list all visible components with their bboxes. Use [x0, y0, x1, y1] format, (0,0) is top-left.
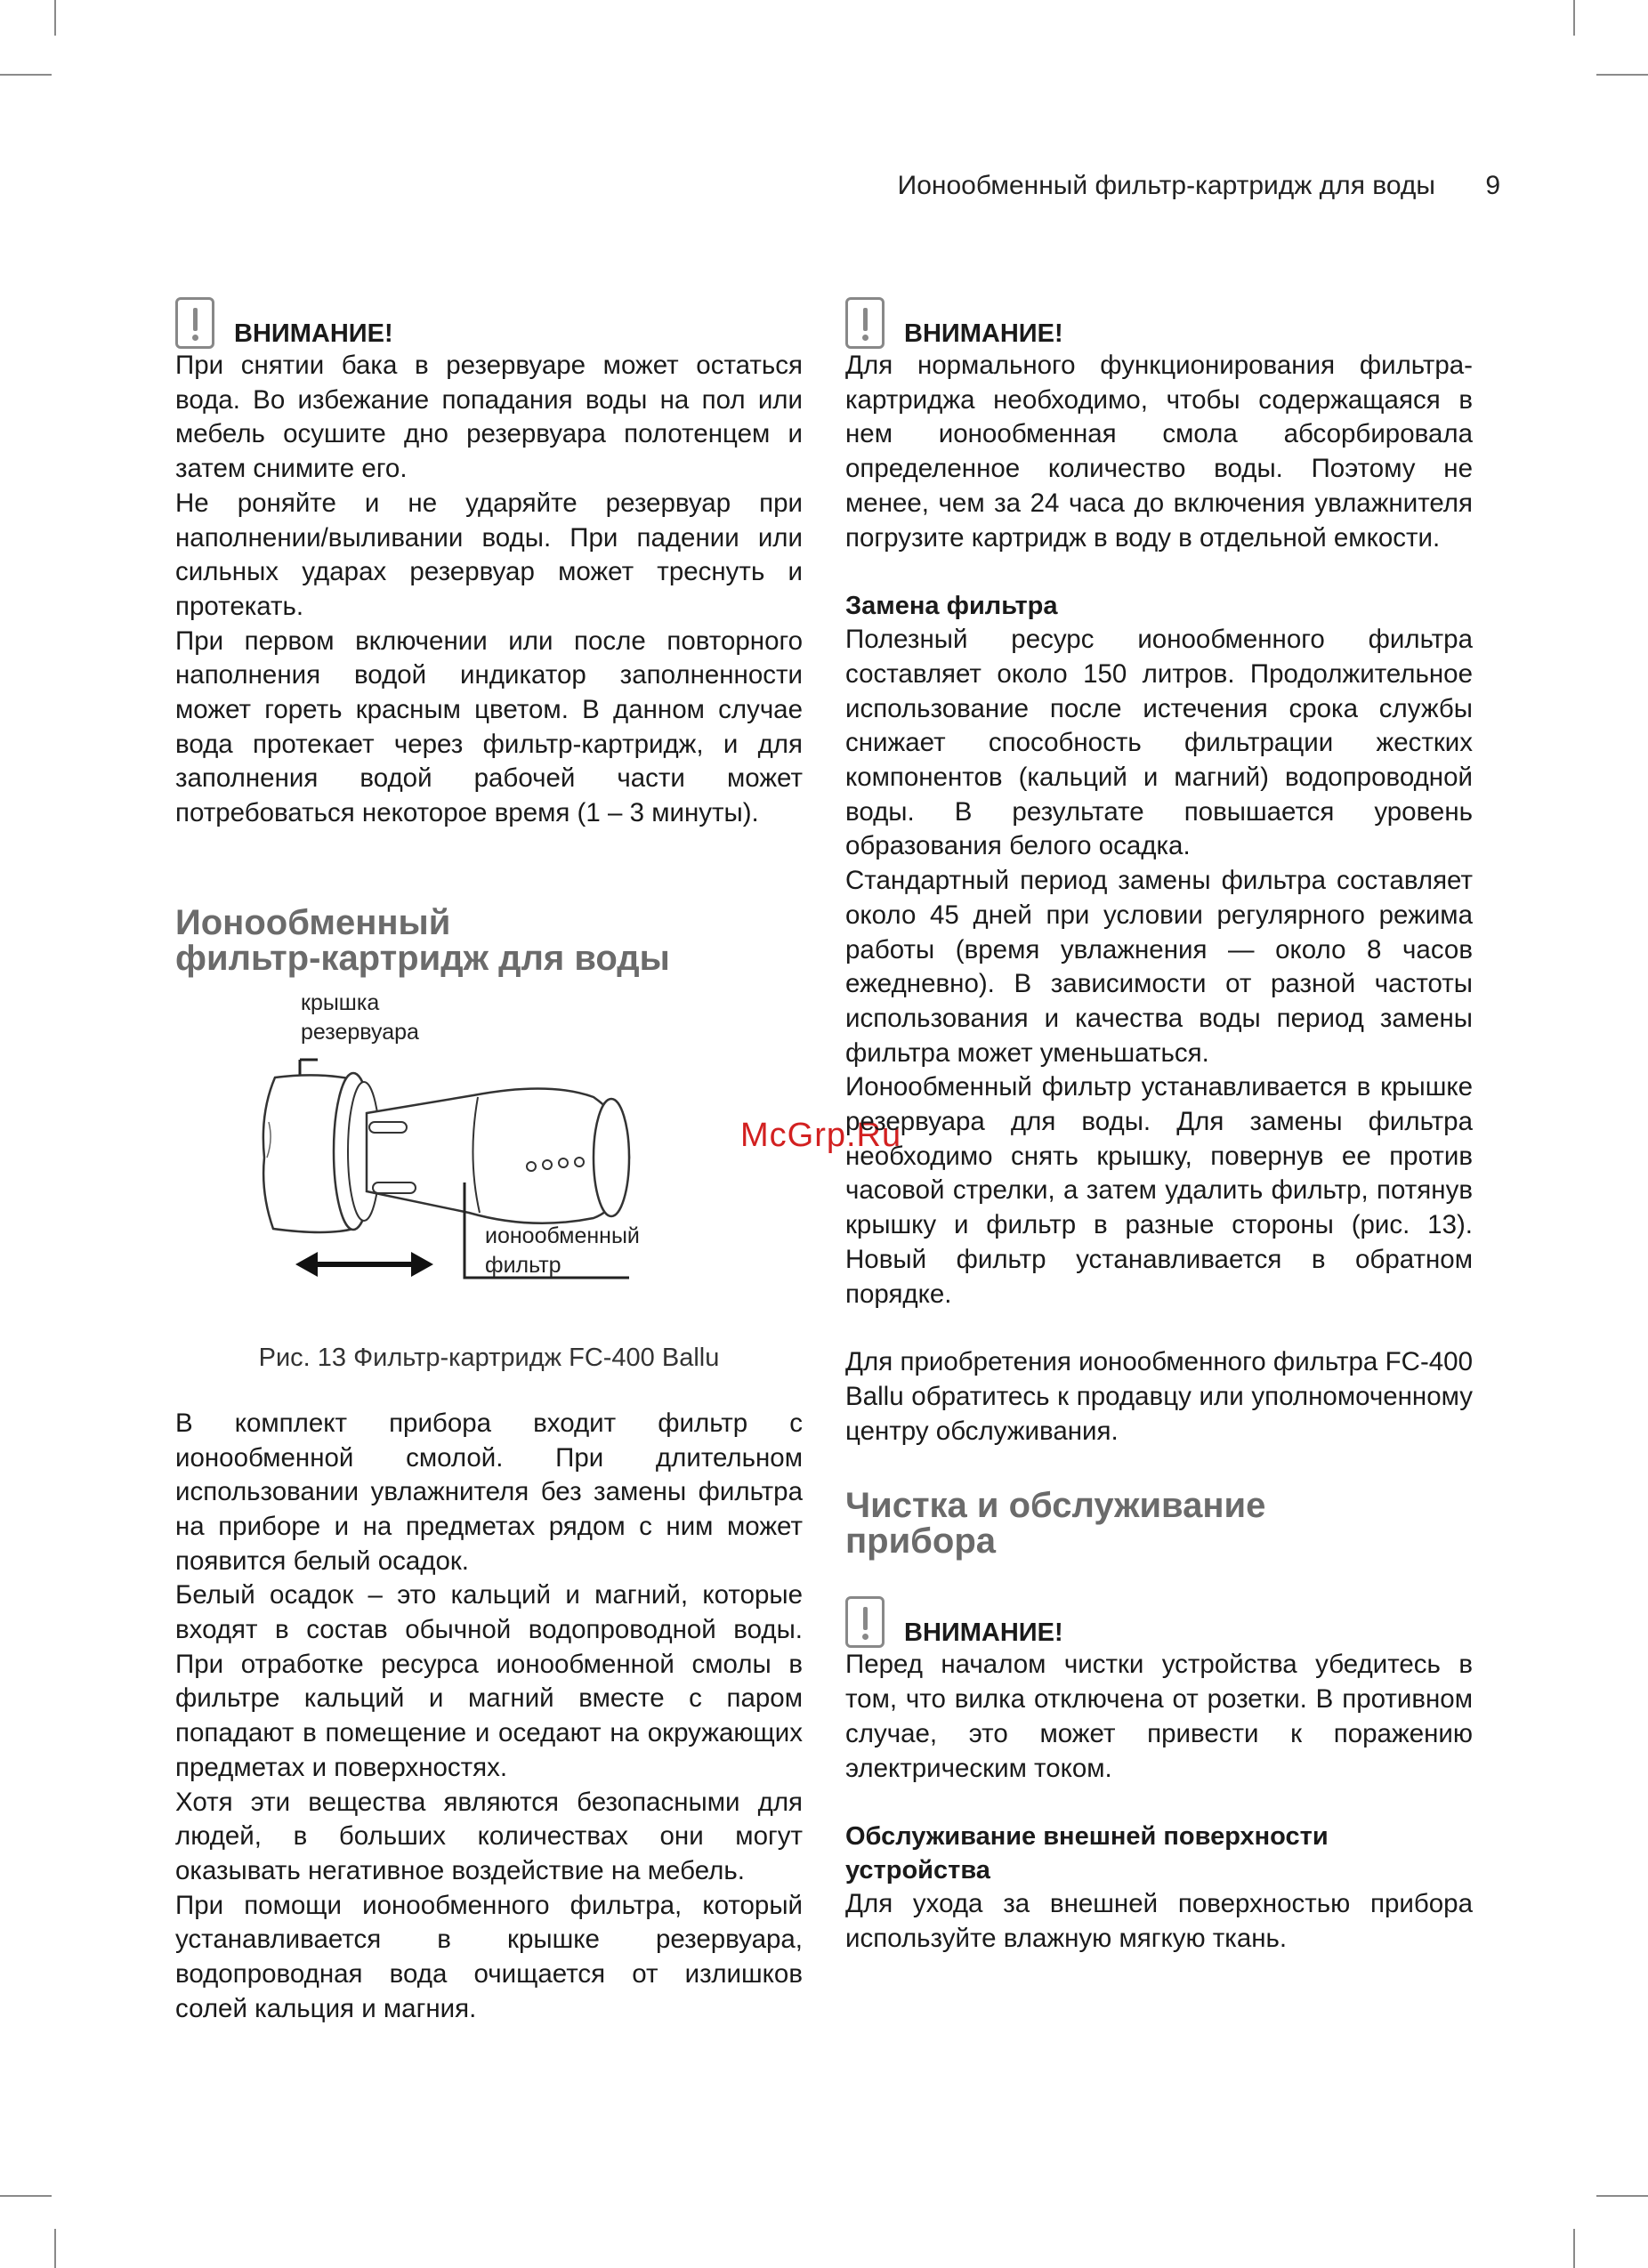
body-paragraph: При помощи ионообменного фильтра, который устанавливается в крышке резервуара, водопроводная вода очищается от излишков солей кальция и магния. [175, 1890, 803, 2023]
label-text: резервуара [301, 1019, 419, 1045]
running-header [898, 171, 1500, 201]
body-paragraph: Для приобретения ионообменного фильтра FC-400 Ballu обратитесь к продавцу или уполномоченному центру обслуживания. [845, 1347, 1473, 1446]
label-text: фильтр [485, 1252, 561, 1278]
crop-mark [0, 2195, 52, 2197]
label-text: ионообменный [485, 1223, 640, 1248]
crop-mark [1596, 2195, 1648, 2197]
crop-mark [54, 2229, 56, 2268]
warning-paragraph: При снятии бака в резервуаре может остаться вода. Во избежание попадания воды на пол или мебель осушите дно резервуара полотенцем и затем снимите его. [175, 351, 803, 484]
right-column [845, 283, 1473, 1957]
warning-paragraph: Перед началом чистки устройства убедитесь в том, что вилка отключена от розетки. В противном случае, это может привести к поражению электрическим током. [845, 1650, 1473, 1783]
warning-header [175, 283, 803, 349]
section-title-line: фильтр-картридж для воды [175, 938, 670, 978]
warning-title: ВНИМАНИЕ! [234, 319, 393, 348]
subsection-title [845, 1820, 1473, 1887]
warning-icon [175, 297, 214, 349]
section-title-line: прибора [845, 1521, 997, 1562]
body-paragraph: Ионообменный фильтр устанавливается в крышке резервуара для воды. Для замены фильтра необходимо снять крышку, повернув ее против часовой стрелки, а затем удалить фильтр, потянув крышку и фильтр в разные стороны (рис. 13). Новый фильтр устанавливается в обратном порядке. [845, 1072, 1473, 1309]
crop-mark [1596, 74, 1648, 76]
label-tank-lid [301, 989, 419, 1047]
body-paragraph: Стандартный период замены фильтра составляет около 45 дней при условии регулярного режима работы (время увлажнения — около 8 часов ежедневно). В зависимости от разной частоты использования и качества воды период замены фильтра может уменьшаться. [845, 866, 1473, 1068]
warning-header [845, 283, 1473, 349]
crop-mark [54, 0, 56, 36]
subsection-title: Замена фильтра [845, 592, 1058, 621]
page-number: 9 [1485, 171, 1500, 200]
warning-icon [845, 297, 885, 349]
section-title-line: Ионообменный [175, 902, 451, 942]
warning-title: ВНИМАНИЕ! [904, 1618, 1063, 1648]
body-paragraph: Белый осадок – это кальций и магний, которые входят в состав обычной водопроводной воды. При отработке ресурса ионообменной смолы в фильтре кальций и магний вместе с паром попадают в помещение и оседают на окружающих предметах и поверхностях. [175, 1580, 803, 1782]
warning-paragraph: Не роняйте и не ударяйте резервуар при наполнении/выливании воды. При падении или сильных ударах резервуар может треснуть и протекать. [175, 488, 803, 621]
warning-paragraph: При первом включении или после повторного наполнения водой индикатор заполненности может гореть красным цветом. В данном случае вода протекает через фильтр-картридж, и для заполнения водой рабочей части может потребоваться некоторое время (1 – 3 минуты). [175, 626, 803, 828]
body-paragraph: Полезный ресурс ионообменного фильтра составляет около 150 литров. Продолжительное использование после истечения срока службы снижает способность фильтрации жестких компонентов (кальций и магний) водопроводной воды. В результате повышается уровень образования белого осадка. [845, 625, 1473, 861]
subsection-title-line: устройства [845, 1856, 990, 1885]
subsection-title-line: Обслуживание внешней поверхности [845, 1822, 1329, 1852]
section-title [175, 902, 803, 978]
figure-caption: Рис. 13 Фильтр-картридж FC-400 Ballu [258, 1343, 720, 1372]
watermark: McGrp.Ru [740, 1117, 902, 1154]
section-title [845, 1486, 1473, 1562]
warning-title: ВНИМАНИЕ! [904, 319, 1063, 348]
body-paragraph: Хотя эти вещества являются безопасными для людей, в больших количествах они могут оказывать негативное воздействие на мебель. [175, 1787, 803, 1885]
header-title: Ионообменный фильтр-картридж для воды [897, 171, 1435, 200]
left-column [175, 283, 803, 2027]
label-text: крышка [301, 989, 380, 1015]
warning-header [845, 1582, 1473, 1648]
warning-paragraph: Для нормального функционирования фильтра-картриджа необходимо, чтобы содержащаяся в нем ионообменная смола абсорбировала определенное количество воды. Поэтому не менее, чем за 24 часа до включения увлажнителя погрузите картридж в воду в отдельной емкости. [845, 351, 1473, 553]
section-title-line: Чистка и обслуживание [845, 1486, 1266, 1526]
body-paragraph: Для ухода за внешней поверхностью прибора используйте влажную мягкую ткань. [845, 1889, 1473, 1953]
label-ion-filter [485, 1222, 640, 1280]
crop-mark [1573, 2229, 1575, 2268]
body-paragraph: В комплект прибора входит фильтр с ионообменной смолой. При длительном использовании увлажнителя без замены фильтра на приборе и на предметах рядом с ним может появится белый осадок. [175, 1408, 803, 1576]
crop-mark [1573, 0, 1575, 36]
figure [175, 989, 803, 1287]
crop-mark [0, 74, 52, 76]
warning-icon [845, 1596, 885, 1648]
